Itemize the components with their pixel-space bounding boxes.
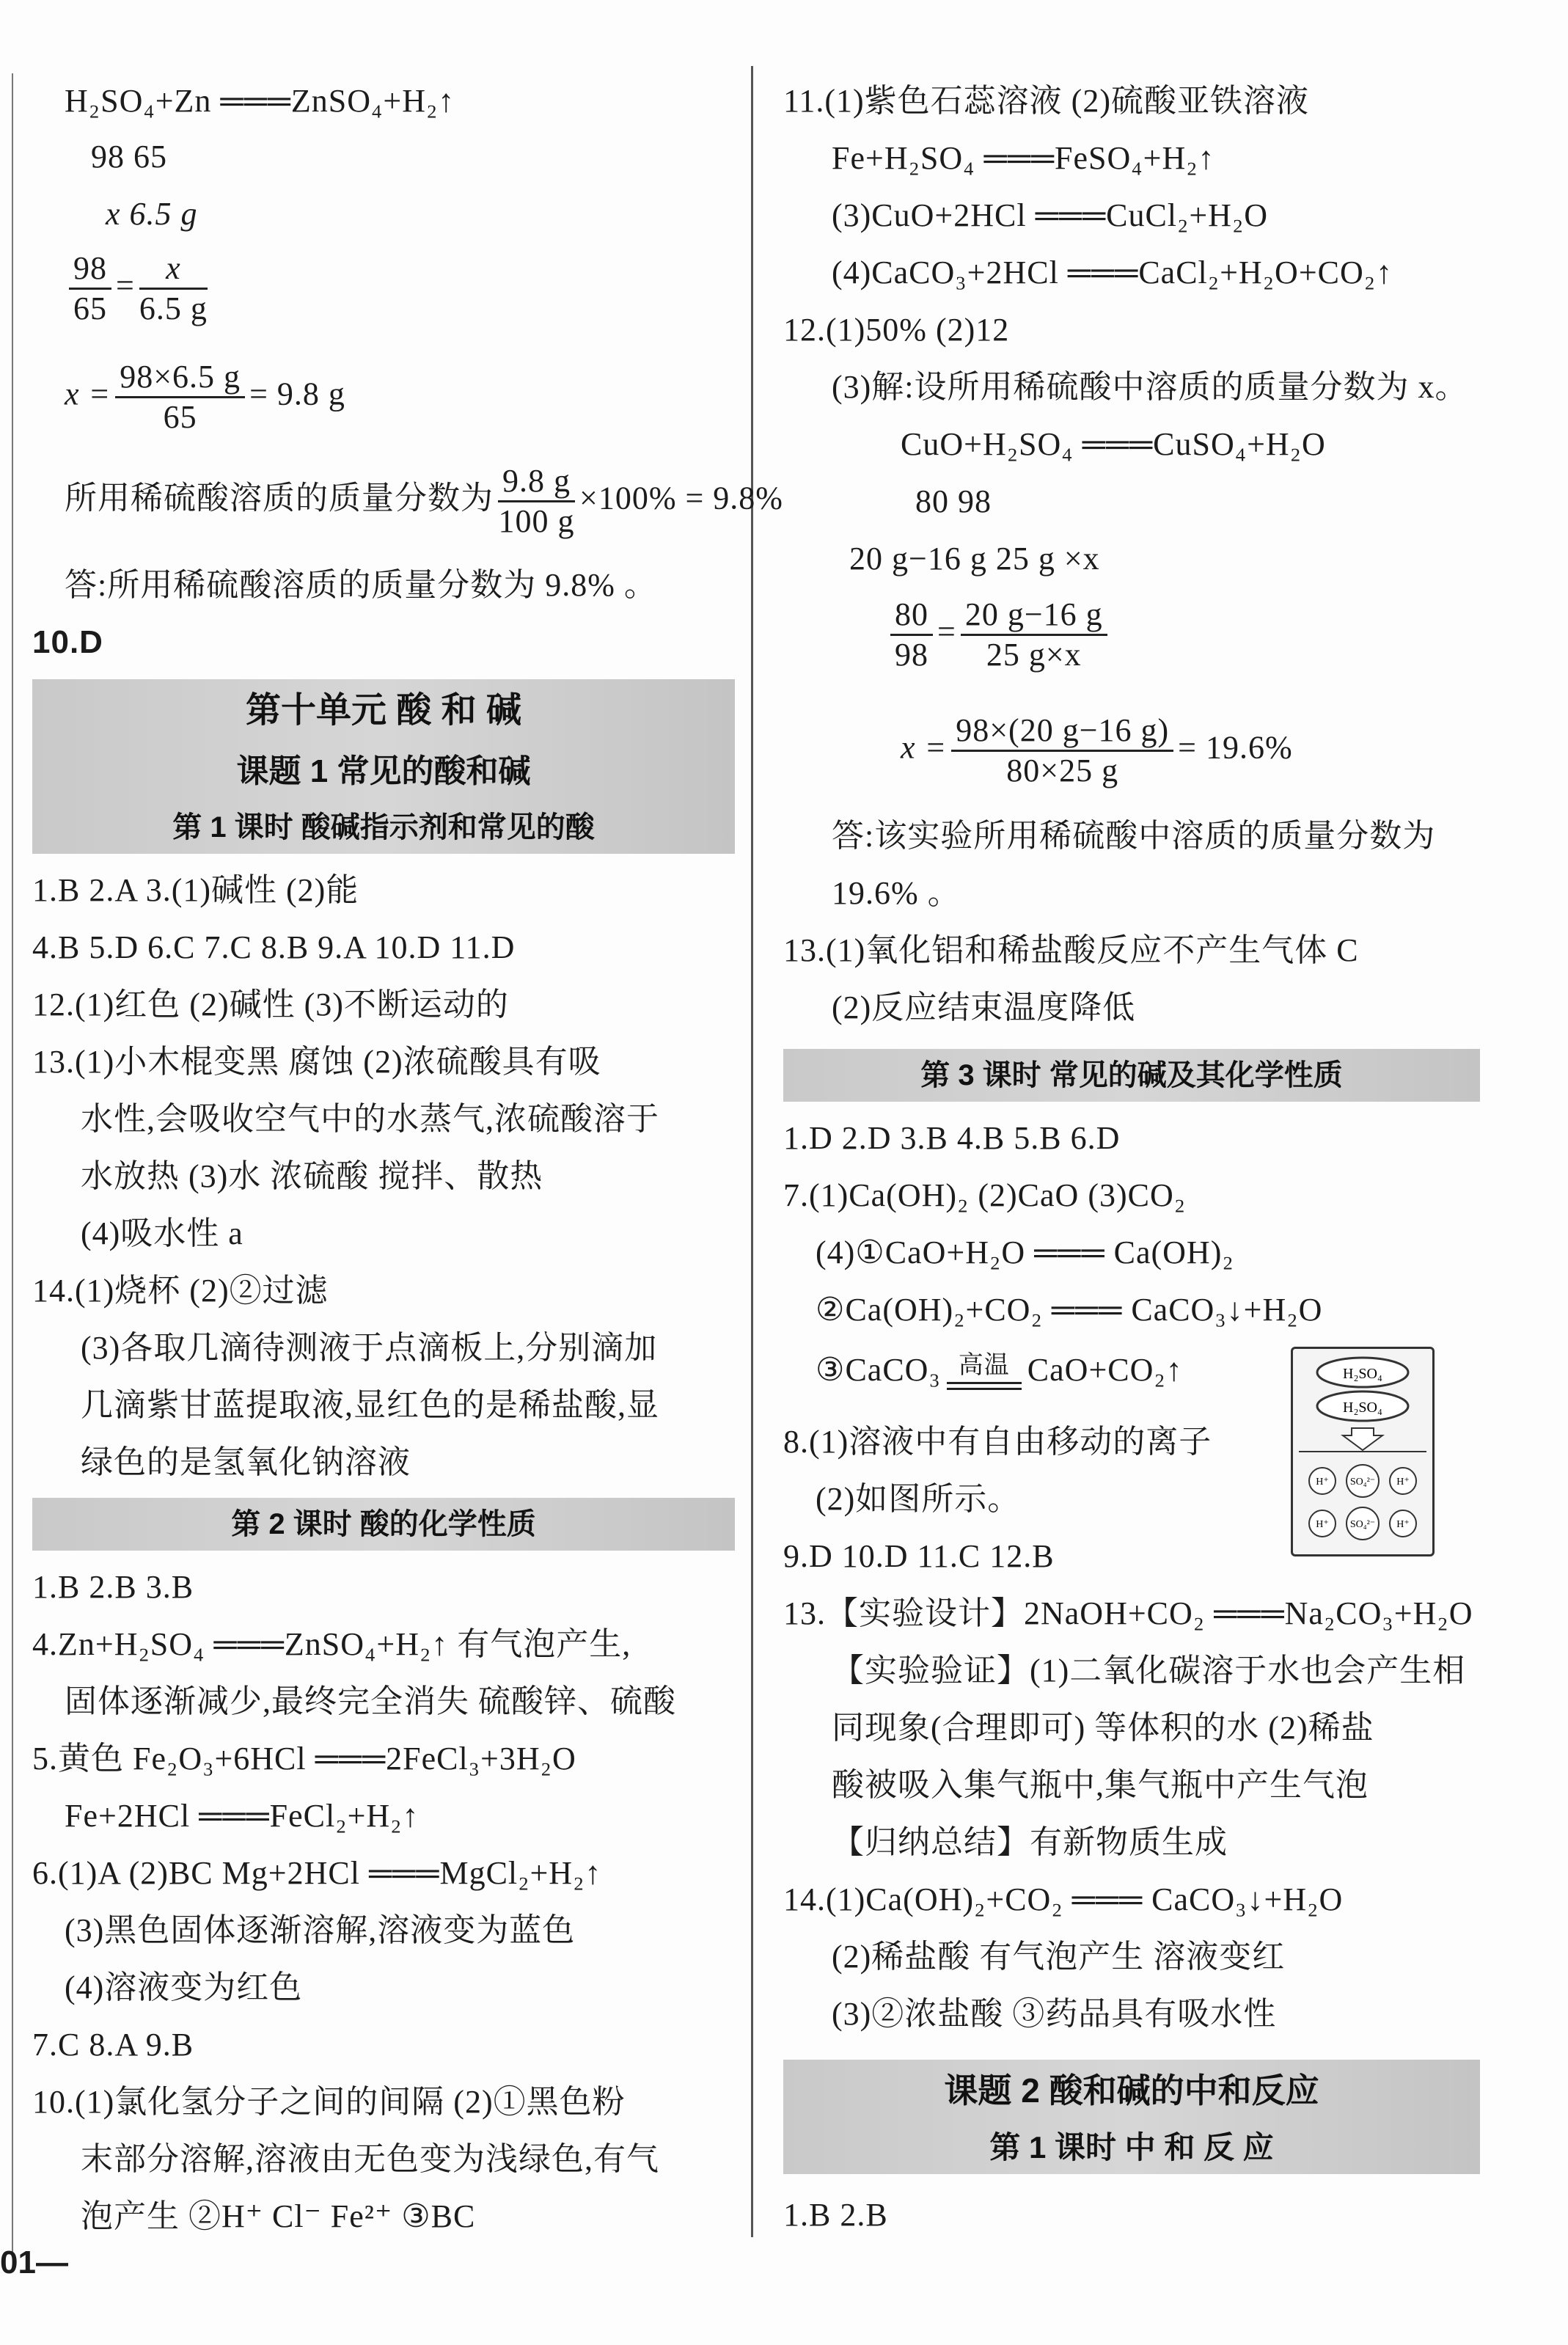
answer-line: 14.(1)烧杯 (2)②过滤 [32,1273,329,1309]
equation-line: Fe+H₂SO₄ ═══FeSO₄+H₂↑ [832,140,1215,176]
answer-line: (3)黑色固体逐渐溶解,溶液变为蓝色 [65,1912,576,1948]
answer-line: 水放热 (3)水 浓硫酸 搅拌、散热 [81,1158,543,1194]
section-banner: 第 1 课时 中 和 反 应 [783,2121,1480,2174]
h-ion-label: H⁺ [1396,1477,1410,1488]
answer-line: (3)解:设所用稀硫酸中溶质的质量分数为 x。 [832,369,1468,405]
solve-line: x = $\frac{98\times(20 g-16 g)}{80\times 25 g}$ = 19.6% [901,712,1293,789]
ion-diagram [1291,1347,1435,1556]
equation-line: ②Ca(OH)₂+CO₂ ═══ CaCO₃↓+H₂O [816,1292,1323,1328]
answer-line: 1.B 2.B [783,2197,888,2233]
left-margin-rule [12,73,13,2252]
answer-line: 8.(1)溶液中有自由移动的离子 [783,1424,1212,1460]
answer-line: 13.【实验设计】2NaOH+CO₂ ═══Na₂CO₃+H₂O [783,1595,1473,1631]
sulfate-ion-label: SO₄²⁻ [1349,1519,1376,1530]
answer-line: 1.B 2.A 3.(1)碱性 (2)能 [32,872,359,908]
arrow-down-icon [1343,1428,1382,1450]
answer-line: 10.(1)氯化氢分子之间的间隔 (2)①黑色粉 [32,2084,626,2120]
equation-line: (4)CaCO₃+2HCl ═══CaCl₂+H₂O+CO₂↑ [832,255,1393,290]
answer-line: 绿色的是氢氧化钠溶液 [81,1444,411,1480]
section-banner: 第 1 课时 酸碱指示剂和常见的酸 [32,801,735,854]
ion-diagram-svg [1293,1349,1432,1554]
answer-line: (3)②浓盐酸 ③药品具有吸水性 [832,1996,1277,2032]
lesson-title-banner: 课题 2 酸和碱的中和反应 [783,2060,1480,2121]
answer-line: 10.D [32,624,103,660]
ratio-line: 20 g−16 g 25 g ×x [849,541,1100,577]
answer-line: 酸被吸入集气瓶中,集气瓶中产生气泡 [832,1767,1369,1803]
answer-line: 6.(1)A (2)BC Mg+2HCl ═══MgCl₂+H₂↑ [32,1855,602,1891]
answer-line: 几滴紫甘蓝提取液,显红色的是稀盐酸,显 [81,1387,659,1423]
sulfate-ion-label: SO₄²⁻ [1349,1477,1376,1488]
molecule-label: H₂SO₄ [1343,1366,1382,1382]
proportion-line: $\frac{98}{65}$ = $\frac{x}{6.5 g}$ [65,249,212,328]
answer-line: 7.C 8.A 9.B [32,2027,194,2063]
answer-line: (3)各取几滴待测液于点滴板上,分别滴加 [81,1330,658,1366]
unit-title-banner: 第十单元 酸 和 碱 [32,679,735,742]
answer-line: 11.(1)紫色石蕊溶液 (2)硫酸亚铁溶液 [783,83,1309,119]
answer-line: (4)溶液变为红色 [65,1969,303,2005]
answer-line: 7.(1)Ca(OH)₂ (2)CaO (3)CO₂ [783,1177,1187,1213]
equation-line: (3)CuO+2HCl ═══CuCl₂+H₂O [832,197,1269,233]
equation-line: (4)①CaO+H₂O ═══ Ca(OH)₂ [816,1234,1234,1270]
h-ion-label: H⁺ [1316,1519,1329,1530]
ratio-line: 98 65 [91,139,167,175]
mass-fraction-line: 所用稀硫酸溶质的质量分数为 $\frac{9.8 g}{100 g}$ ×100% = 9.8% [65,463,783,539]
column-divider [751,66,753,2237]
answer-line: 【实验验证】(1)二氧化碳溶于水也会产生相 [832,1653,1466,1689]
answer-line: 答:该实验所用稀硫酸中溶质的质量分数为 [832,818,1436,854]
answer-line: 同现象(合理即可) 等体积的水 (2)稀盐 [832,1710,1374,1746]
answer-line: (2)如图所示。 [816,1481,1021,1517]
answer-line: 12.(1)红色 (2)碱性 (3)不断运动的 [32,987,509,1022]
equation-line: H₂SO₄+Zn ═══ZnSO₄+H₂↑ [65,83,455,119]
h-ion-label: H⁺ [1316,1477,1329,1488]
answer-line: Fe+2HCl ═══FeCl₂+H₂↑ [65,1798,420,1834]
answer-line: 4.B 5.D 6.C 7.C 8.B 9.A 10.D 11.D [32,929,516,965]
answer-line: 12.(1)50% (2)12 [783,312,1010,348]
answer-line: 19.6% 。 [832,875,961,911]
answer-line: 泡产生 ②H⁺ Cl⁻ Fe²⁺ ③BC [81,2198,476,2234]
answer-line: 1.B 2.B 3.B [32,1569,194,1605]
answer-line: 13.(1)小木棍变黑 腐蚀 (2)浓硫酸具有吸 [32,1044,601,1080]
equation-line: CuO+H₂SO₄ ═══CuSO₄+H₂O [901,426,1326,462]
answer-line: (2)稀盐酸 有气泡产生 溶液变红 [832,1939,1286,1975]
ratio-line: 80 98 [915,483,992,519]
section-banner: 第 3 课时 常见的碱及其化学性质 [783,1049,1480,1102]
ratio-line: x 6.5 g [106,196,198,232]
answer-line: 14.(1)Ca(OH)₂+CO₂ ═══ CaCO₃↓+H₂O [783,1881,1344,1917]
molecule-label: H₂SO₄ [1343,1400,1382,1416]
answer-line: 9.D 10.D 11.C 12.B [783,1538,1055,1574]
answer-line: 【归纳总结】有新物质生成 [832,1824,1228,1860]
answer-line: 固体逐渐减少,最终完全消失 硫酸锌、硫酸 [65,1683,676,1719]
answer-line: 答:所用稀硫酸溶质的质量分数为 9.8% 。 [65,567,657,603]
answer-line: 水性,会吸收空气中的水蒸气,浓硫酸溶于 [81,1101,659,1137]
answer-line: 1.D 2.D 3.B 4.B 5.B 6.D [783,1120,1121,1156]
answer-line: 4.Zn+H₂SO₄ ═══ZnSO₄+H₂↑ 有气泡产生, [32,1626,631,1662]
section-banner: 第 2 课时 酸的化学性质 [32,1498,735,1551]
page-number: 01— [0,2245,68,2280]
answer-line: 末部分溶解,溶液由无色变为浅绿色,有气 [81,2141,659,2177]
h-ion-label: H⁺ [1396,1519,1410,1530]
equation-line: ③CaCO₃ 高温 CaO+CO₂↑ [816,1348,1183,1394]
proportion-line: $\frac{80}{98}$ = $\frac{20 g-16 g}{25 g\times x}$ [886,596,1112,674]
lesson-title-banner: 课题 1 常见的酸和碱 [32,742,735,801]
answer-line: 5.黄色 Fe₂O₃+6HCl ═══2FeCl₃+3H₂O [32,1741,576,1777]
answer-line: (2)反应结束温度降低 [832,989,1136,1025]
answer-line: (4)吸水性 a [81,1215,243,1251]
answer-line: 13.(1)氧化铝和稀盐酸反应不产生气体 C [783,932,1359,968]
solve-line: x = $\frac{98\times 6.5 g}{65}$ = 9.8 g [65,359,345,435]
